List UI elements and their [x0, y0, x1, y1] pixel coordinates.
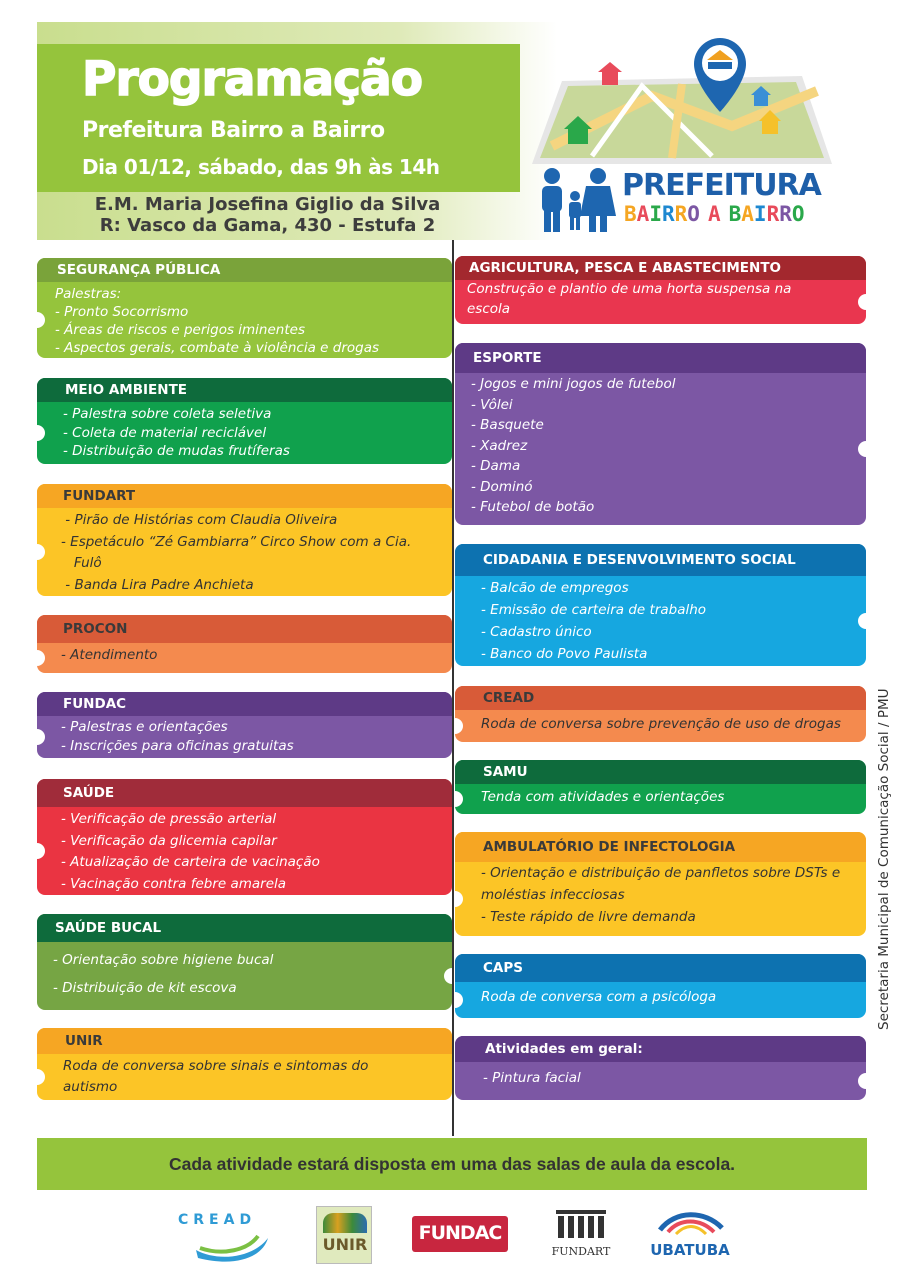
- page-subtitle: Prefeitura Bairro a Bairro: [82, 118, 385, 143]
- card-title: ESPORTE: [455, 343, 866, 373]
- card-body: [455, 787, 866, 814]
- card-meio-ambiente: [37, 378, 452, 464]
- brand-letter: B: [624, 202, 637, 226]
- venue-address: R: Vasco da Gama, 430 - Estufa 2: [99, 215, 436, 236]
- fundac-logo-text: FUNDAC: [418, 1222, 502, 1244]
- card-body: [455, 862, 866, 936]
- card-item: Tenda com atividades e orientações: [481, 789, 725, 805]
- ubatuba-wave-icon: [650, 1206, 730, 1236]
- card-body: [37, 285, 452, 358]
- card-item: - Orientação e distribuição de panfletos sobre DSTs e: [481, 865, 841, 881]
- brand-letter: O: [791, 202, 805, 226]
- card-body: [455, 714, 866, 742]
- card-title: PROCON: [37, 615, 452, 643]
- card-item: - Orientação sobre higiene bucal: [53, 952, 274, 968]
- card-title: CIDADANIA E DESENVOLVIMENTO SOCIAL: [455, 544, 866, 576]
- card-title: AMBULATÓRIO DE INFECTOLOGIA: [455, 832, 866, 862]
- card-item: - Vacinação contra febre amarela: [61, 875, 287, 892]
- brand-letter: R: [779, 202, 792, 226]
- brand-prefeitura: PREFEITURA: [622, 168, 821, 203]
- brand-letter: A: [636, 202, 650, 226]
- fundac-logo: [412, 1216, 508, 1252]
- fundart-logo-text: FUNDART: [551, 1245, 611, 1258]
- card-body: [455, 279, 866, 324]
- card-item: - Basquete: [471, 417, 544, 433]
- card-item: - Balcão de empregos: [481, 580, 629, 596]
- card-item: - Cadastro único: [481, 624, 592, 640]
- fundart-building-icon: [548, 1206, 614, 1240]
- card-fundac: [37, 692, 452, 758]
- card-item: Palestras:: [55, 286, 122, 302]
- card-agricultura-pesca-e-abastecimento: [455, 256, 866, 324]
- card-unir: [37, 1028, 452, 1100]
- card-item: Fulô: [61, 555, 102, 571]
- card-item: autismo: [63, 1079, 118, 1095]
- brand-letter: R: [674, 202, 688, 226]
- card-item: - Palestra sobre coleta seletiva: [63, 406, 272, 422]
- card-title: AGRICULTURA, PESCA E ABASTECIMENTO: [455, 256, 866, 280]
- card-item: - Atualização de carteira de vacinação: [61, 854, 320, 870]
- card-body: [37, 405, 452, 464]
- card-item: - Jogos e mini jogos de futebol: [471, 376, 676, 392]
- card-item: - Pirão de Histórias com Claudia Oliveira: [61, 512, 338, 528]
- brand-letter: R: [766, 202, 780, 226]
- card-body: [455, 577, 866, 666]
- card-item: - Dama: [471, 458, 521, 474]
- card-saude: [37, 779, 452, 895]
- card-item: Construção e plantio de uma horta suspensa na: [467, 281, 792, 297]
- brand-letter: R: [661, 202, 675, 226]
- card-title: MEIO AMBIENTE: [37, 378, 452, 402]
- venue: [90, 194, 445, 236]
- unir-logo-text: UNIR: [322, 1235, 368, 1254]
- card-item: - Aspectos gerais, combate à violência e drogas: [55, 340, 379, 356]
- card-item: - Verificação de pressão arterial: [61, 811, 277, 827]
- card-item: - Banco do Povo Paulista: [481, 646, 648, 662]
- brand-letter: I: [649, 202, 662, 226]
- brand-letter: A: [741, 202, 754, 226]
- card-atividades-em-geral: [455, 1036, 866, 1100]
- card-item: - Verificação da glicemia capilar: [61, 832, 277, 849]
- card-item: - Pronto Socorrismo: [55, 304, 189, 320]
- card-title: UNIR: [37, 1028, 452, 1054]
- venue-name: E.M. Maria Josefina Giglio da Silva: [94, 194, 441, 215]
- ubatuba-logo-text: UBATUBA: [650, 1241, 730, 1259]
- card-body: [37, 809, 452, 895]
- card-item: - Dominó: [471, 478, 533, 495]
- center-divider: [452, 240, 454, 1136]
- cread-wave-icon: [178, 1228, 278, 1262]
- card-item: Roda de conversa sobre prevenção de uso de drogas: [481, 716, 841, 732]
- card-item: - Distribuição de mudas frutíferas: [63, 443, 290, 459]
- card-fundart: [37, 484, 452, 596]
- card-item: - Coleta de material reciclável: [63, 424, 267, 441]
- card-item: - Palestras e orientações: [61, 719, 228, 735]
- card-title: SAMU: [455, 760, 866, 784]
- card-item: - Xadrez: [471, 437, 528, 454]
- card-body: [455, 1068, 866, 1100]
- card-body: [37, 645, 452, 673]
- card-cread: [455, 686, 866, 742]
- brand-letter: O: [687, 202, 700, 226]
- unir-people-icon: [323, 1213, 367, 1233]
- card-item: - Teste rápido de livre demanda: [481, 909, 696, 925]
- card-item: - Inscrições para oficinas gratuitas: [61, 738, 294, 754]
- card-item: moléstias infecciosas: [481, 887, 625, 903]
- page-title: Programação: [82, 52, 423, 107]
- card-body: [455, 987, 866, 1018]
- card-title: FUNDAC: [37, 692, 452, 716]
- card-ambulatorio-de-infectologia: [455, 832, 866, 936]
- card-seguranca-publica: [37, 258, 452, 358]
- card-body: [37, 1056, 452, 1100]
- card-item: Roda de conversa com a psicóloga: [481, 989, 717, 1005]
- brand-letter: A: [707, 202, 721, 226]
- card-item: - Pintura facial: [483, 1070, 581, 1086]
- card-title: CAPS: [455, 954, 866, 982]
- card-item: - Futebol de botão: [471, 499, 595, 515]
- card-esporte: [455, 343, 866, 525]
- cread-logo: [178, 1212, 278, 1262]
- card-saude-bucal: [37, 914, 452, 1010]
- event-date: Dia 01/12, sábado, das 9h às 14h: [82, 155, 440, 179]
- ubatuba-logo: [650, 1206, 730, 1262]
- card-item: - Emissão de carteira de trabalho: [481, 602, 707, 618]
- card-title: SAÚDE: [37, 779, 452, 807]
- card-cidadania-e-desenvolvimento-social: [455, 544, 866, 666]
- card-caps: [455, 954, 866, 1018]
- card-item: - Vôlei: [471, 396, 513, 413]
- footer-note: Cada atividade estará disposta em uma das salas de aula da escola.: [37, 1138, 867, 1190]
- card-procon: [37, 615, 452, 673]
- brand-bairro-a-bairro: [624, 202, 805, 226]
- card-title: SEGURANÇA PÚBLICA: [37, 258, 452, 282]
- card-body: [37, 510, 452, 596]
- card-title: SAÚDE BUCAL: [37, 914, 452, 942]
- card-title: CREAD: [455, 686, 866, 710]
- credit-text: Secretaria Municipal de Comunicação Social / PMU: [876, 688, 892, 1030]
- card-body: [37, 718, 452, 758]
- card-title: FUNDART: [37, 484, 452, 508]
- card-body: [37, 946, 452, 1010]
- card-item: - Banda Lira Padre Anchieta: [61, 576, 254, 593]
- card-title: Atividades em geral:: [455, 1036, 866, 1062]
- fundart-logo: [548, 1206, 614, 1264]
- brand-letter: I: [753, 202, 767, 226]
- unir-logo: [316, 1206, 372, 1264]
- card-body: [455, 374, 866, 525]
- brand-letter: B: [728, 202, 742, 226]
- card-item: - Áreas de riscos e perigos iminentes: [55, 322, 305, 338]
- card-item: - Espetáculo “Zé Gambiarra” Circo Show com a Cia.: [61, 533, 412, 550]
- cread-logo-text: CREAD: [178, 1212, 257, 1228]
- card-item: - Atendimento: [61, 647, 158, 663]
- card-item: escola: [467, 301, 511, 317]
- card-samu: [455, 760, 866, 814]
- map-logo-icon: [532, 36, 832, 166]
- card-item: - Distribuição de kit escova: [53, 980, 237, 996]
- card-item: Roda de conversa sobre sinais e sintomas do: [63, 1058, 369, 1074]
